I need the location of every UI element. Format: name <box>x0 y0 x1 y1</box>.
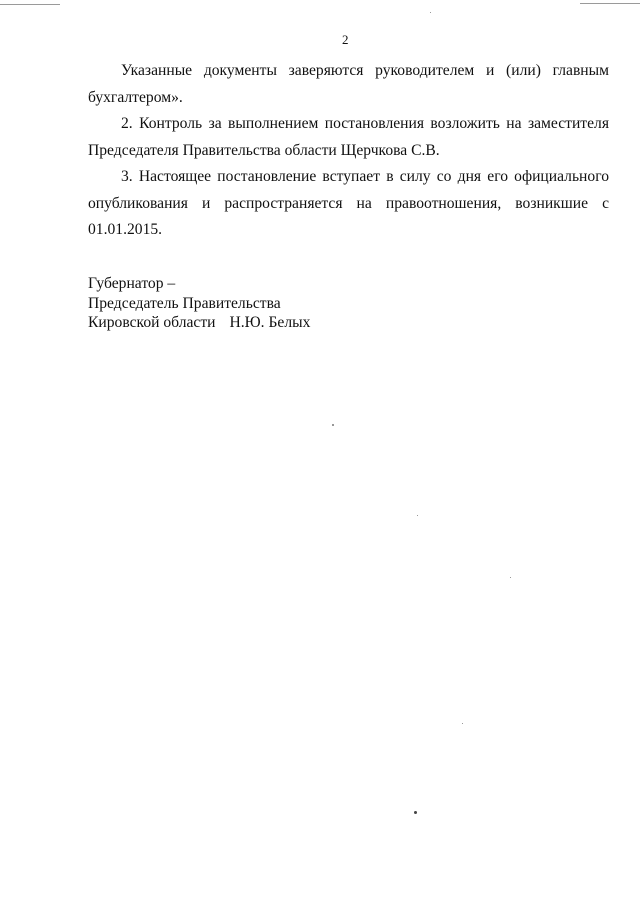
signature-title-governor: Губернатор – <box>88 275 176 292</box>
paragraph-effective-date: 3. Настоящее постановление вступает в силу со дня его официального опубликования и распространяется на правоотношения, возникшие с 01.01.2015. <box>88 168 609 238</box>
scan-speck <box>332 424 334 426</box>
scan-edge-mark <box>0 4 60 5</box>
scan-edge-mark <box>580 3 640 4</box>
signature-block <box>88 274 310 333</box>
document-body <box>88 58 609 244</box>
signature-region-line <box>88 313 310 333</box>
scan-speck <box>414 811 417 814</box>
paragraph-documents-certified: Указанные документы заверяются руководителем и (или) главным бухгалтером». <box>88 62 609 106</box>
scan-speck <box>462 723 463 724</box>
signatory-name: Н.Ю. Белых <box>229 314 311 331</box>
page-number: 2 <box>342 32 349 47</box>
scan-speck <box>417 515 418 516</box>
scan-speck <box>510 577 511 578</box>
scan-speck <box>430 12 431 13</box>
signature-region: Кировской области <box>88 314 216 331</box>
signature-title-chairman: Председатель Правительства <box>88 294 281 312</box>
paragraph-control-clause: 2. Контроль за выполнением постановления возложить на заместителя Председателя Правительства области Щерчкова С.В. <box>88 115 609 159</box>
